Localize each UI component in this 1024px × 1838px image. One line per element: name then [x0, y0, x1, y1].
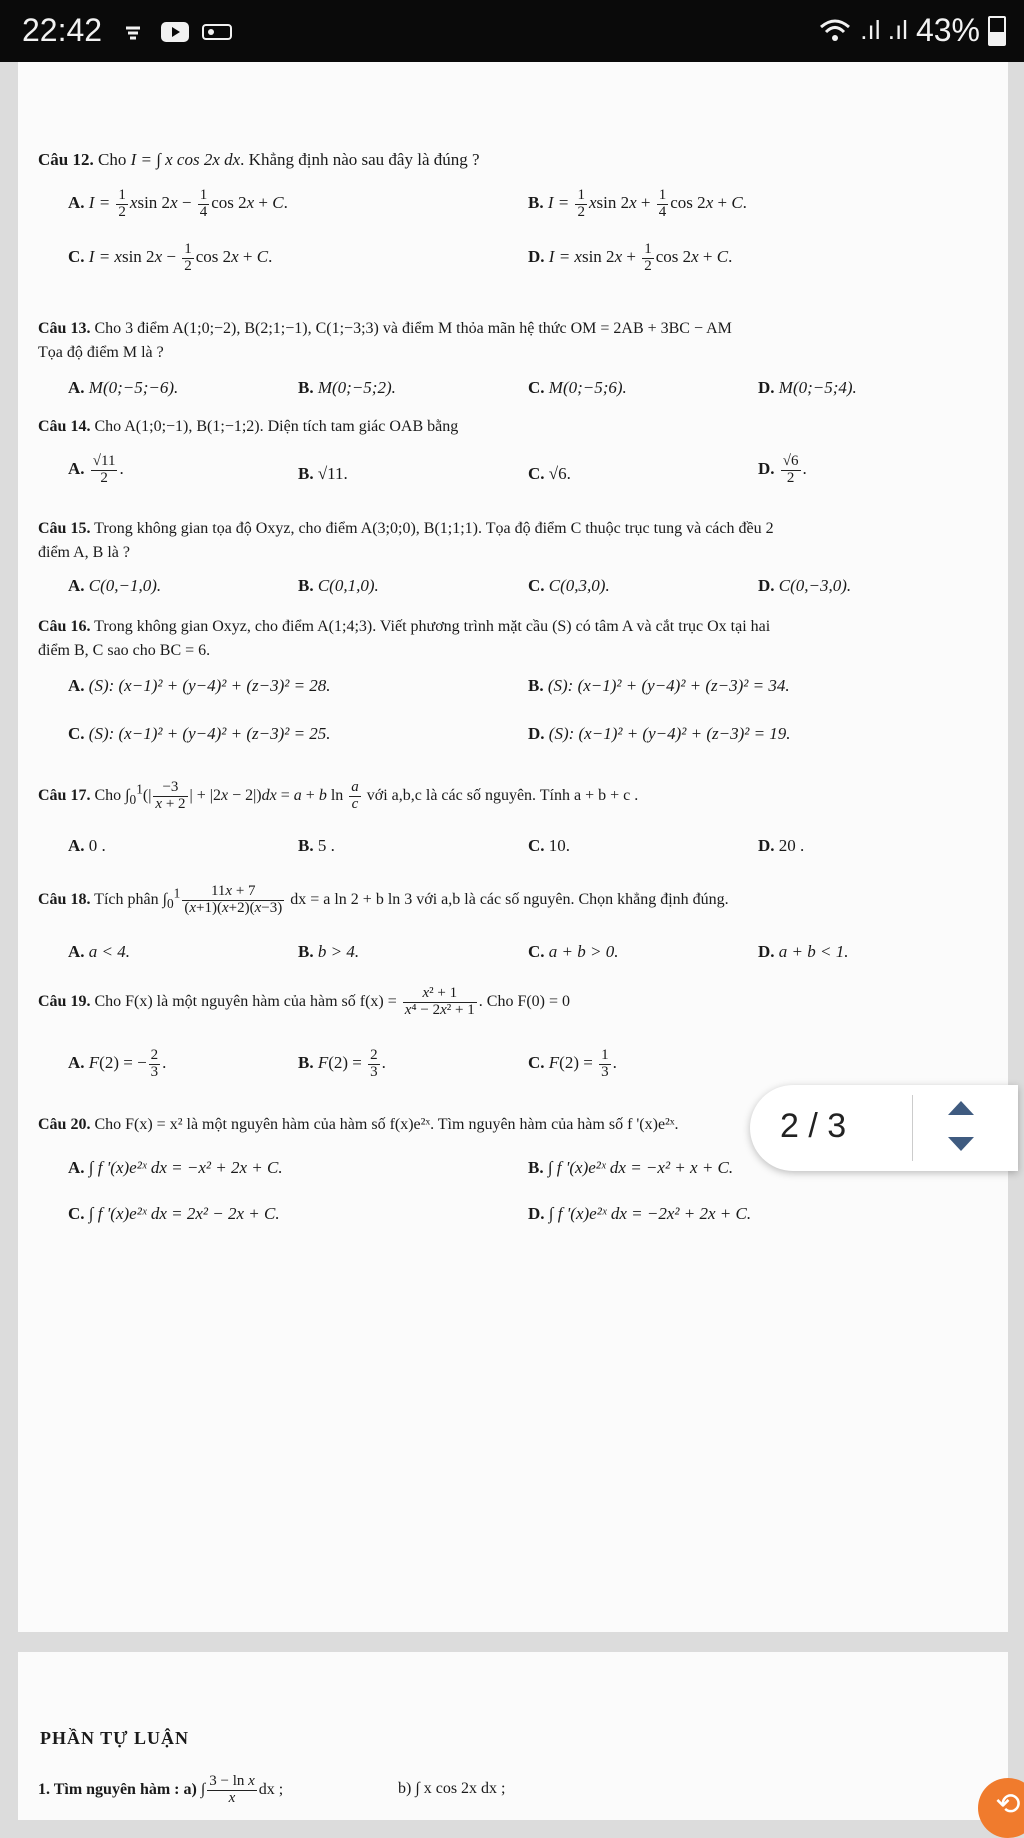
q14-option-b: B. √11.: [298, 464, 348, 483]
q13-option-a: A. M(0;−5;−6).: [68, 378, 179, 397]
q14-option-a: A. $\frac{√11}{2}$ .: [68, 453, 124, 486]
q18-option-d: D. a + b < 1.: [758, 942, 849, 961]
option-text: M(0;−5;2).: [317, 378, 396, 397]
document-page-1[interactable]: [18, 62, 1008, 1632]
q20-option-b: B. ∫ f '(x)e²ˣ dx = −x² + x + C.: [528, 1158, 734, 1177]
q19-option-b: B. F(2) = $\frac{2}{3}$ .: [298, 1047, 386, 1080]
option-text: 20 .: [778, 836, 805, 855]
option-text: ∫ f '(x)e²ˣ dx = −2x² + 2x + C.: [548, 1204, 752, 1223]
q12-option-b: B. I = $\frac{1}{2}$ xsin 2x + $\frac{1}{4}$ cos 2x + C.: [528, 187, 747, 220]
q16-stem-line2: điểm B, C sao cho BC = 6.: [38, 642, 211, 659]
option-text: a < 4.: [88, 942, 131, 961]
battery-level: 43%: [915, 12, 980, 48]
option-text: 5 .: [317, 836, 335, 855]
question-20: [38, 1116, 678, 1134]
question-14: [38, 418, 458, 436]
q12-integral: I = ∫ x cos 2x dx: [130, 150, 241, 169]
option-text: ∫ f '(x)e²ˣ dx = −x² + x + C.: [547, 1158, 734, 1177]
q14-option-d: D. $\frac{√6}{2}$ .: [758, 453, 807, 486]
youtube-icon: [160, 20, 190, 44]
rotate-icon: ⟲: [995, 1787, 1021, 1822]
q17-option-a: A. 0 .: [68, 836, 106, 855]
option-text: a + b < 1.: [778, 942, 849, 961]
option-text: 10.: [548, 836, 571, 855]
option-label: C.: [68, 247, 85, 267]
question-16: [38, 618, 770, 636]
option-text: a + b > 0.: [548, 942, 619, 961]
q18-stem: dx = a ln 2 + b ln 3 với a,b là các số nguyên. Chọn khẳng định đúng.: [286, 890, 729, 908]
q15-option-b: B. C(0,1,0).: [298, 576, 379, 595]
option-text: M(0;−5;4).: [778, 378, 857, 397]
page-navigator[interactable]: [750, 1085, 1018, 1171]
battery-icon: [988, 16, 1006, 46]
q13-option-b: B. M(0;−5;2).: [298, 378, 396, 397]
q14-option-c: C. √6.: [528, 464, 571, 483]
q15-option-c: C. C(0,3,0).: [528, 576, 610, 595]
essay-item-1a-tail: dx ;: [258, 1780, 284, 1798]
status-bar: [0, 0, 1024, 62]
q17-option-c: C. 10.: [528, 836, 571, 855]
option-text: (S): (x−1)² + (y−4)² + (z−3)² = 19.: [548, 724, 791, 743]
option-text: M(0;−5;−6).: [88, 378, 179, 397]
wifi-icon: [818, 17, 852, 45]
q17-option-d: D. 20 .: [758, 836, 805, 855]
essay-item-label: 1. Tìm nguyên hàm : a): [38, 1780, 197, 1798]
vpn-key-icon: [202, 22, 232, 42]
section-heading: PHẦN TỰ LUẬN: [40, 1728, 190, 1748]
option-text: (S): (x−1)² + (y−4)² + (z−3)² = 34.: [547, 676, 790, 695]
q20-option-d: D. ∫ f '(x)e²ˣ dx = −2x² + 2x + C.: [528, 1204, 752, 1223]
question-number: Câu 16.: [38, 618, 91, 635]
q19-stem: Cho F(x) là một nguyên hàm của hàm số f(x) =: [90, 992, 397, 1010]
page-down-icon[interactable]: [948, 1137, 974, 1151]
q15-stem: Trong không gian tọa độ Oxyz, cho điểm A(3;0;0), B(1;1;1). Tọa độ điểm C thuộc trục tung và cách đều 2: [90, 520, 774, 537]
q20-option-a: A. ∫ f '(x)e²ˣ dx = −x² + 2x + C.: [68, 1158, 283, 1177]
q13-option-d: D. M(0;−5;4).: [758, 378, 857, 397]
option-text: M(0;−5;6).: [548, 378, 627, 397]
q17-stem: với a,b,c là các số nguyên. Tính a + b + c .: [362, 786, 639, 804]
question-number: Câu 14.: [38, 418, 91, 435]
q19-option-a: A. F(2) = − $\frac{2}{3}$ .: [68, 1047, 167, 1080]
notification-icon: [122, 22, 144, 44]
rotate-button[interactable]: [978, 1778, 1024, 1838]
q18-option-c: C. a + b > 0.: [528, 942, 619, 961]
q15-option-d: D. C(0,−3,0).: [758, 576, 852, 595]
question-number: Câu 15.: [38, 520, 91, 537]
question-15: [38, 520, 774, 538]
q16-option-b: B. (S): (x−1)² + (y−4)² + (z−3)² = 34.: [528, 676, 790, 695]
option-label: D.: [528, 247, 545, 267]
q16-stem: Trong không gian Oxyz, cho điểm A(1;4;3). Viết phương trình mặt cầu (S) có tâm A và cắt trục Ox tại hai: [90, 618, 771, 635]
q13-stem-line2: Tọa độ điểm M là ?: [38, 344, 164, 361]
question-number: Câu 19.: [38, 992, 91, 1010]
q18-lead: Tích phân: [90, 890, 159, 908]
q19-option-c: C. F(2) = $\frac{1}{3}$ .: [528, 1047, 617, 1080]
question-number: Câu 18.: [38, 890, 91, 908]
q16-option-a: A. (S): (x−1)² + (y−4)² + (z−3)² = 28.: [68, 676, 331, 695]
q17-integral: $\int_0^1(|$ $\frac{-3}{x + 2}$ | + |2x − 2|)dx = a + b ln $\frac{a}{c}$: [125, 779, 359, 812]
pager-divider: [912, 1095, 913, 1161]
status-time: 22:42: [22, 12, 103, 48]
q15-stem-line2: điểm A, B là ?: [38, 544, 130, 561]
question-number: Câu 17.: [38, 786, 91, 804]
option-text: √6.: [548, 464, 571, 483]
q13-option-c: C. M(0;−5;6).: [528, 378, 627, 397]
option-text: ∫ f '(x)e²ˣ dx = 2x² − 2x + C.: [88, 1204, 280, 1223]
option-label: B.: [528, 193, 544, 213]
page-up-icon[interactable]: [948, 1101, 974, 1115]
q15-option-a: A. C(0,−1,0).: [68, 576, 162, 595]
option-text: ∫ f '(x)e²ˣ dx = −x² + 2x + C.: [88, 1158, 283, 1177]
question-17: Câu 17. Cho $\int_0^1(|$ $\frac{-3}{x + 2}$ | + |2x − 2|)dx = a + b ln $\frac{a}{c}$ với a,b,c là các số nguyên. Tính a + b + c .: [38, 779, 639, 812]
q12-option-c: C. I = xsin 2x − $\frac{1}{2}$ cos 2x + C.: [68, 241, 273, 274]
option-text: C(0,−3,0).: [778, 576, 852, 595]
option-text: C(0,−1,0).: [88, 576, 162, 595]
q14-stem: Cho A(1;0;−1), B(1;−1;2). Diện tích tam giác OAB bằng: [90, 418, 459, 435]
q12-prefix: Cho: [93, 150, 131, 169]
question-19: Câu 19. Cho F(x) là một nguyên hàm của hàm số f(x) = $\frac{\text{x² + 1}}{\text{x⁴ − 2x² + 1}}$ . Cho F(0) = 0: [38, 985, 571, 1018]
essay-item-1: 1. Tìm nguyên hàm : a) ∫ $\frac{\text{3 − ln x}}{x}$ dx ;: [38, 1773, 284, 1806]
document-page-2[interactable]: [18, 1652, 1008, 1820]
question-number: Câu 20.: [38, 1116, 91, 1133]
option-text: √11.: [317, 464, 348, 483]
option-label: A.: [68, 193, 85, 213]
question-number: Câu 12.: [38, 150, 94, 169]
q19-tail: . Cho F(0) = 0: [478, 992, 571, 1010]
q20-stem: Cho F(x) = x² là một nguyên hàm của hàm số f(x)e²ˣ. Tìm nguyên hàm của hàm số f '(x)e²ˣ.: [90, 1116, 679, 1133]
option-text: b > 4.: [317, 942, 360, 961]
q13-stem: Cho 3 điểm A(1;0;−2), B(2;1;−1), C(1;−3;3) và điểm M thỏa mãn hệ thức OM = 2AB + 3BC − AM: [90, 320, 732, 337]
q18-option-b: B. b > 4.: [298, 942, 360, 961]
option-text: 0 .: [88, 836, 106, 855]
question-13: [38, 320, 732, 338]
q17-option-b: B. 5 .: [298, 836, 335, 855]
q12-option-d: D. I = xsin 2x + $\frac{1}{2}$ cos 2x + C.: [528, 241, 733, 274]
q16-option-d: D. (S): (x−1)² + (y−4)² + (z−3)² = 19.: [528, 724, 791, 743]
question-12: [38, 150, 480, 170]
page-indicator: 2 / 3: [780, 1107, 847, 1145]
signal-icon: .ıl .ıl: [860, 15, 908, 45]
question-18: Câu 18. Tích phân $\int_0^1$ $\frac{11x + 7}{(x+1)(x+2)(x-3)}$ dx = a ln 2 + b ln 3 với a,b là các số nguyên. Chọn khẳng định đúng.: [38, 883, 729, 916]
option-text: C(0,3,0).: [548, 576, 610, 595]
q20-option-c: C. ∫ f '(x)e²ˣ dx = 2x² − 2x + C.: [68, 1204, 280, 1223]
q18-option-a: A. a < 4.: [68, 942, 131, 961]
q12-stem: . Khẳng định nào sau đây là đúng ?: [240, 150, 480, 169]
option-text: (S): (x−1)² + (y−4)² + (z−3)² = 25.: [88, 724, 331, 743]
option-text: C(0,1,0).: [317, 576, 379, 595]
question-number: Câu 13.: [38, 320, 91, 337]
essay-item-1b: b) ∫ x cos 2x dx ;: [398, 1780, 506, 1797]
q16-option-c: C. (S): (x−1)² + (y−4)² + (z−3)² = 25.: [68, 724, 331, 743]
option-text: (S): (x−1)² + (y−4)² + (z−3)² = 28.: [88, 676, 331, 695]
q12-option-a: A. I = $\frac{1}{2}$ xsin 2x − $\frac{1}{4}$ cos 2x + C.: [68, 187, 288, 220]
